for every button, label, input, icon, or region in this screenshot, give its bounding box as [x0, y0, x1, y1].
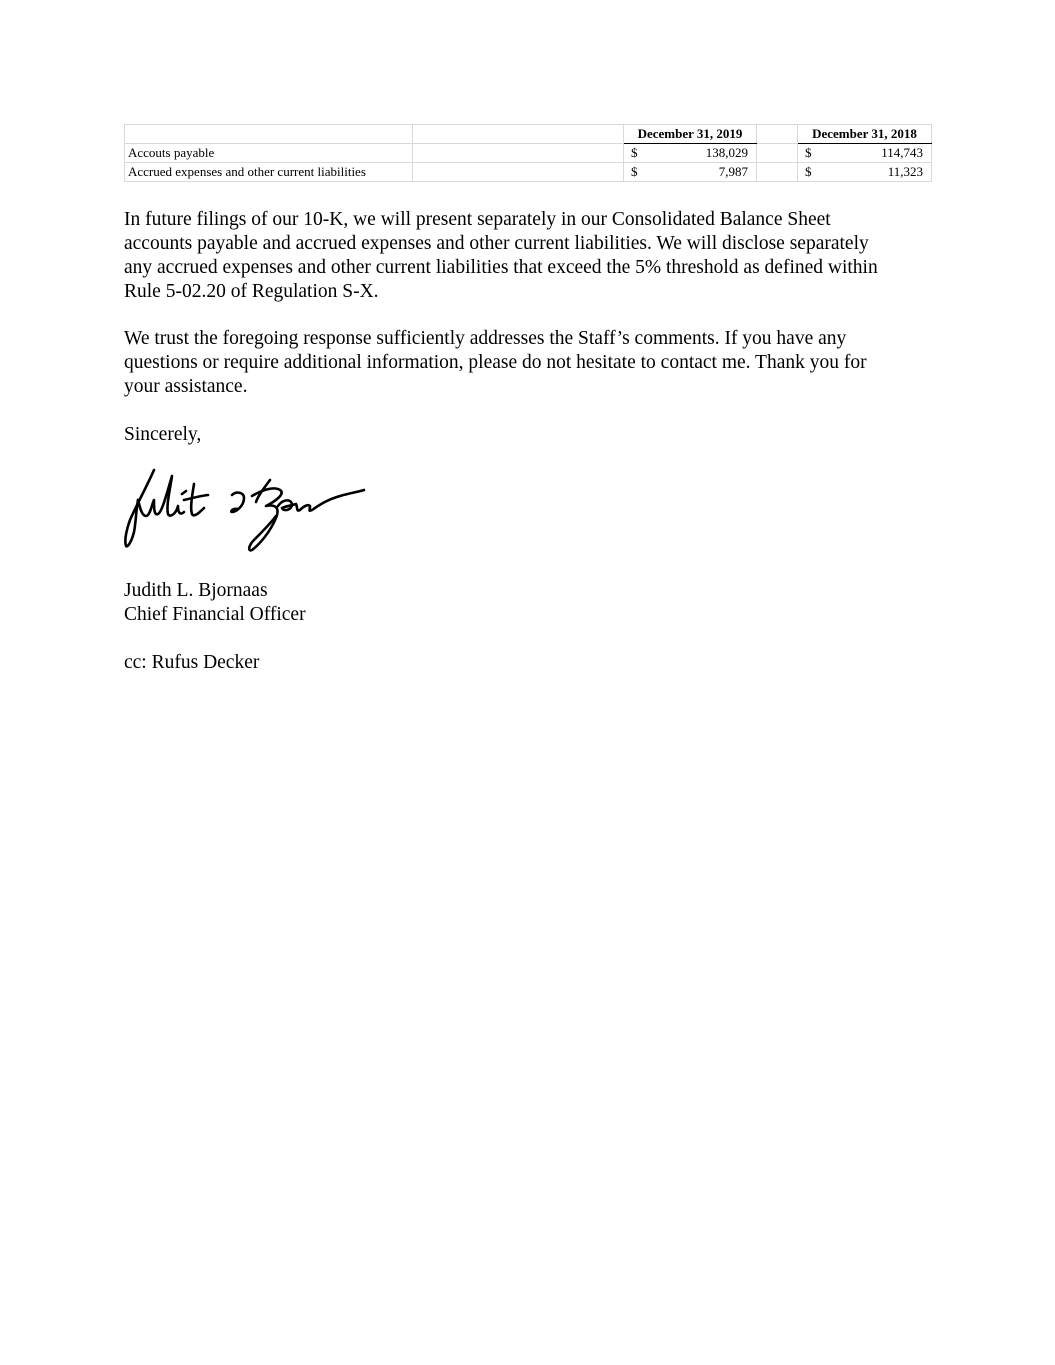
- paragraph-line: your assistance.: [124, 376, 248, 397]
- signer-title: Chief Financial Officer: [124, 604, 306, 625]
- currency-symbol: $: [805, 145, 812, 160]
- table-header-row: [125, 125, 932, 144]
- value-2018-cell: [798, 144, 932, 163]
- value-2018-cell: [798, 163, 932, 182]
- table-row: [125, 163, 932, 182]
- currency-symbol: $: [805, 164, 812, 179]
- table-header-cell: [757, 125, 798, 144]
- row-label: Accouts payable: [125, 144, 413, 163]
- paragraph-line: We trust the foregoing response sufficiently addresses the Staff’s comments. If you have any: [124, 328, 847, 349]
- row-label: Accrued expenses and other current liabilities: [125, 163, 413, 182]
- paragraph-line: In future filings of our 10-K, we will present separately in our Consolidated Balance Sheet: [124, 209, 831, 230]
- currency-symbol: $: [631, 145, 638, 160]
- spacer-cell: [757, 163, 798, 182]
- column-header-2018: December 31, 2018: [798, 125, 932, 144]
- column-header-2019: December 31, 2019: [624, 125, 757, 144]
- paragraph-line: questions or require additional information, please do not hesitate to contact me. Thank you for: [124, 352, 867, 373]
- cc-line: cc: Rufus Decker: [124, 652, 260, 673]
- table-row: [125, 144, 932, 163]
- closing-remarks-paragraph: [124, 327, 867, 399]
- signer-name: Judith L. Bjornaas: [124, 580, 268, 601]
- paragraph-line: any accrued expenses and other current liabilities that exceed the 5% threshold as defined within: [124, 257, 878, 278]
- value-2019-cell: [624, 144, 757, 163]
- currency-symbol: $: [631, 164, 638, 179]
- table-header-cell: [413, 125, 624, 144]
- amount-value: 11,323: [887, 164, 923, 179]
- spacer-cell: [413, 163, 624, 182]
- amount-value: 7,987: [718, 164, 748, 179]
- spacer-cell: [413, 144, 624, 163]
- paragraph-line: Rule 5-02.20 of Regulation S-X.: [124, 281, 379, 302]
- closing-salutation: Sincerely,: [124, 424, 202, 445]
- table-header-cell: [125, 125, 413, 144]
- liabilities-table: [124, 124, 932, 182]
- future-filings-paragraph: [124, 208, 878, 304]
- spacer-cell: [757, 144, 798, 163]
- handwritten-signature: [120, 462, 370, 557]
- paragraph-line: accounts payable and accrued expenses and other current liabilities. We will disclose separately: [124, 233, 869, 254]
- amount-value: 138,029: [705, 145, 748, 160]
- amount-value: 114,743: [881, 145, 923, 160]
- value-2019-cell: [624, 163, 757, 182]
